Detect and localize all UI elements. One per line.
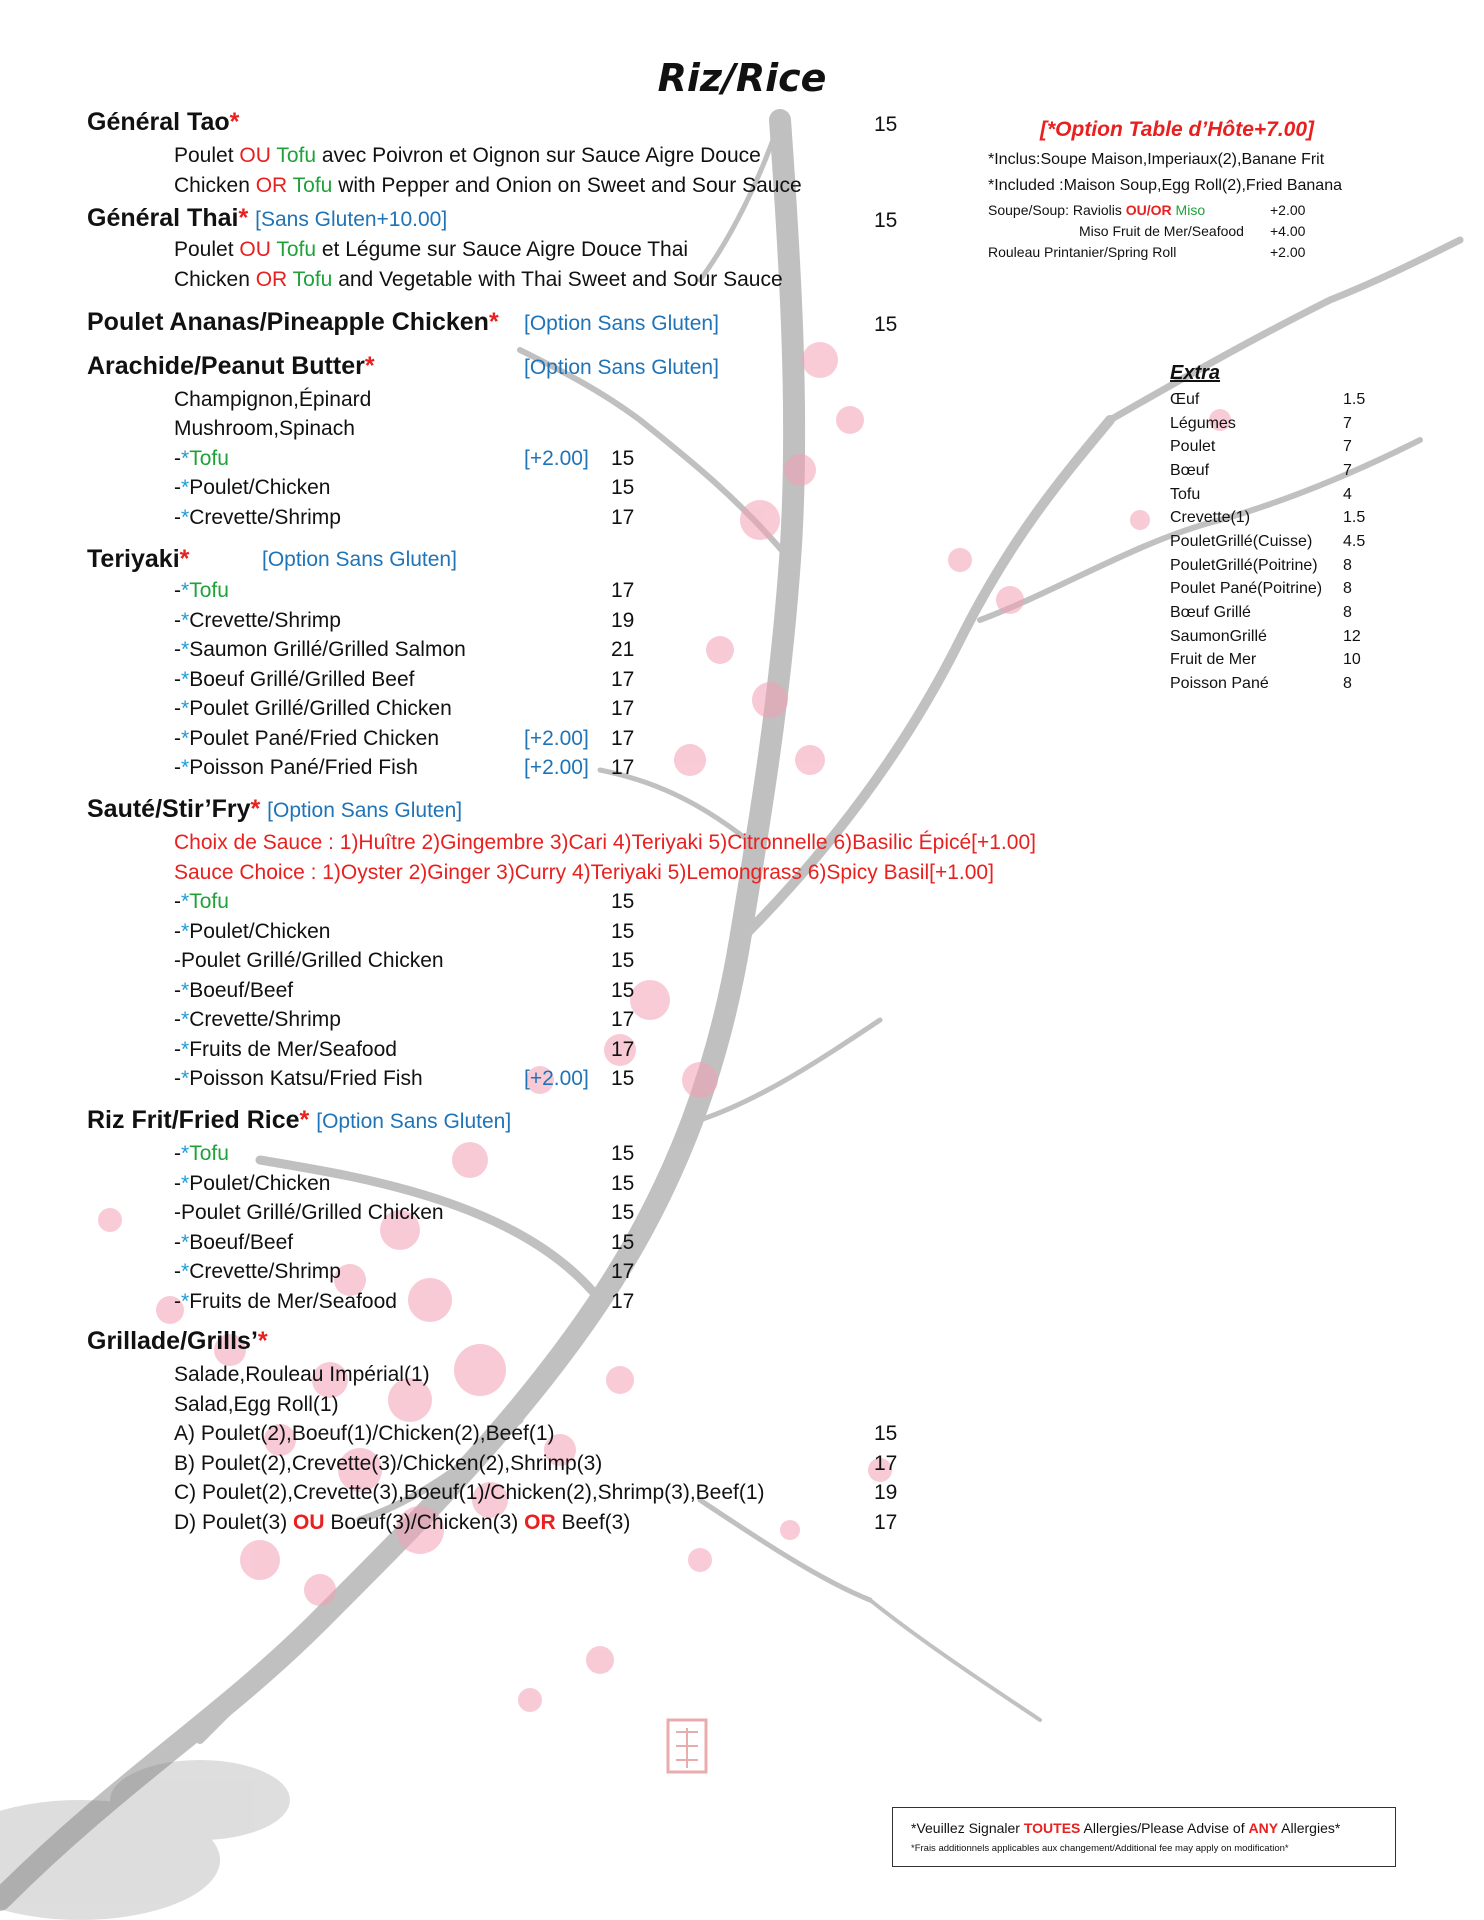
grills-option-c-price: 19 [874, 1481, 898, 1504]
list-item-price: 15 [611, 1201, 635, 1224]
general-tao-heading: Général Tao* [87, 108, 240, 136]
list-item: -*Boeuf Grillé/Grilled Beef [174, 668, 415, 691]
extra-item: Poulet [1170, 438, 1216, 455]
list-item: -*Tofu [174, 447, 229, 470]
grills-option-c: C) Poulet(2),Crevette(3),Boeuf(1)/Chicken(2),Shrimp(3),Beef(1) [174, 1481, 765, 1504]
list-item: -*Poisson Pané/Fried Fish [174, 756, 418, 779]
extra-title: Extra [1170, 362, 1221, 384]
extra-item: Fruit de Mer [1170, 651, 1257, 668]
list-item: -*Fruits de Mer/Seafood [174, 1290, 397, 1313]
list-item-price: 17 [611, 1038, 635, 1061]
list-item-price: 17 [611, 727, 635, 750]
list-item: -*Tofu [174, 579, 229, 602]
grills-option-a-price: 15 [874, 1422, 898, 1445]
list-item: -*Poulet/Chicken [174, 920, 331, 943]
extra-item: Légumes [1170, 415, 1236, 432]
list-item: -*Tofu [174, 1142, 229, 1165]
general-tao-price: 15 [874, 113, 898, 136]
list-item: -*Poulet/Chicken [174, 1172, 331, 1195]
table-hote-spring-price: +2.00 [1270, 244, 1306, 260]
list-item-price: 17 [611, 697, 635, 720]
saute-sauce-en: Sauce Choice : 1)Oyster 2)Ginger 3)Curry 4)Teriyaki 5)Lemongrass 6)Spicy Basil[+1.00] [174, 861, 994, 884]
extra-item: Œuf [1170, 391, 1200, 408]
extra-item: Tofu [1170, 486, 1201, 503]
peanut-heading: Arachide/Peanut Butter* [87, 352, 375, 380]
list-item-price: 15 [611, 1142, 635, 1165]
extra-item: Bœuf [1170, 462, 1210, 479]
list-item-price: 21 [611, 638, 635, 661]
list-item: -*Crevette/Shrimp [174, 1008, 341, 1031]
saute-heading: Sauté/Stir’Fry* [Option Sans Gluten] [87, 795, 463, 823]
list-item: -*Poisson Katsu/Fried Fish [174, 1067, 423, 1090]
list-item-price: 15 [611, 979, 635, 1002]
extra-item-price: 1.5 [1343, 509, 1366, 526]
peanut-desc-en: Mushroom,Spinach [174, 417, 355, 440]
extra-item-price: 7 [1343, 438, 1352, 455]
list-item-price: 17 [611, 756, 635, 779]
list-item: -*Boeuf/Beef [174, 1231, 294, 1254]
extra-item-price: 7 [1343, 462, 1352, 479]
extra-item: Poulet Pané(Poitrine) [1170, 580, 1323, 597]
extra-item-price: 8 [1343, 580, 1352, 597]
extra-item-price: 7 [1343, 415, 1352, 432]
extra-item: PouletGrillé(Poitrine) [1170, 557, 1318, 574]
peanut-option: [Option Sans Gluten] [524, 356, 719, 379]
list-item: -*Crevette/Shrimp [174, 1260, 341, 1283]
extra-item: PouletGrillé(Cuisse) [1170, 533, 1313, 550]
teriyaki-option: [Option Sans Gluten] [262, 548, 457, 571]
extra-item-price: 8 [1343, 557, 1352, 574]
teriyaki-heading: Teriyaki* [87, 545, 190, 573]
extra-item-price: 1.5 [1343, 391, 1366, 408]
grills-option-d-price: 17 [874, 1511, 898, 1534]
general-thai-desc-en: Chicken OR Tofu and Vegetable with Thai Sweet and Sour Sauce [174, 268, 783, 291]
grills-heading: Grillade/Grills’* [87, 1327, 268, 1355]
general-thai-desc-fr: Poulet OU Tofu et Légume sur Sauce Aigre Douce Thai [174, 238, 689, 261]
list-item: -*Boeuf/Beef [174, 979, 294, 1002]
list-item: -Poulet Grillé/Grilled Chicken [174, 949, 444, 972]
saute-sauce-fr: Choix de Sauce : 1)Huître 2)Gingembre 3)Cari 4)Teriyaki 5)Citronnelle 6)Basilic Épicé[+1.00] [174, 831, 1036, 854]
list-item: -*Poulet/Chicken [174, 476, 331, 499]
pineapple-heading: Poulet Ananas/Pineapple Chicken* [87, 308, 499, 336]
list-item-price: 17 [611, 1008, 635, 1031]
list-item: -*Saumon Grillé/Grilled Salmon [174, 638, 466, 661]
fee-notice: *Frais additionnels applicables aux changement/Additional fee may apply on modification* [911, 1843, 1289, 1854]
table-hote-spring: Rouleau Printanier/Spring Roll [988, 244, 1177, 260]
list-item-extra: [+2.00] [524, 727, 589, 750]
pineapple-price: 15 [874, 313, 898, 336]
table-hote-soup: Soupe/Soup: Raviolis OU/OR Miso [988, 202, 1206, 218]
list-item-price: 17 [611, 579, 635, 602]
table-hote-included: *Included :Maison Soup,Egg Roll(2),Fried Banana [988, 177, 1342, 194]
list-item: -Poulet Grillé/Grilled Chicken [174, 1201, 444, 1224]
list-item-price: 15 [611, 1172, 635, 1195]
list-item-price: 15 [611, 920, 635, 943]
list-item-price: 15 [611, 447, 635, 470]
pineapple-option: [Option Sans Gluten] [524, 312, 719, 335]
general-tao-desc-en: Chicken OR Tofu with Pepper and Onion on Sweet and Sour Sauce [174, 174, 802, 197]
general-thai-heading: Général Thai* [Sans Gluten+10.00] [87, 204, 448, 232]
list-item: -*Crevette/Shrimp [174, 506, 341, 529]
extra-item: SaumonGrillé [1170, 628, 1267, 645]
list-item-price: 19 [611, 609, 635, 632]
extra-item: Poisson Pané [1170, 675, 1269, 692]
list-item: -*Fruits de Mer/Seafood [174, 1038, 397, 1061]
list-item-extra: [+2.00] [524, 1067, 589, 1090]
grills-desc-fr: Salade,Rouleau Impérial(1) [174, 1363, 430, 1386]
list-item: -*Tofu [174, 890, 229, 913]
list-item-price: 17 [611, 1290, 635, 1313]
list-item: -*Crevette/Shrimp [174, 609, 341, 632]
list-item-price: 17 [611, 1260, 635, 1283]
table-hote-seafood-price: +4.00 [1270, 223, 1306, 239]
grills-option-b: B) Poulet(2),Crevette(3)/Chicken(2),Shrimp(3) [174, 1452, 603, 1475]
extra-item: Bœuf Grillé [1170, 604, 1251, 621]
page-title: Riz/Rice [657, 56, 827, 100]
list-item: -*Poulet Grillé/Grilled Chicken [174, 697, 452, 720]
list-item: -*Poulet Pané/Fried Chicken [174, 727, 439, 750]
list-item-price: 17 [611, 668, 635, 691]
list-item-price: 15 [611, 949, 635, 972]
grills-option-d: D) Poulet(3) OU Boeuf(3)/Chicken(3) OR Beef(3) [174, 1511, 631, 1534]
general-tao-desc-fr: Poulet OU Tofu avec Poivron et Oignon sur Sauce Aigre Douce [174, 144, 761, 167]
extra-item-price: 12 [1343, 628, 1361, 645]
extra-item-price: 4 [1343, 486, 1352, 503]
allergy-notice-box [892, 1807, 1396, 1867]
grills-desc-en: Salad,Egg Roll(1) [174, 1393, 339, 1416]
table-hote-soup-price: +2.00 [1270, 202, 1306, 218]
list-item-price: 15 [611, 476, 635, 499]
extra-item-price: 8 [1343, 604, 1352, 621]
list-item-price: 15 [611, 1067, 635, 1090]
extra-item-price: 4.5 [1343, 533, 1366, 550]
list-item-price: 17 [611, 506, 635, 529]
table-hote-inclus: *Inclus:Soupe Maison,Imperiaux(2),Banane Frit [988, 151, 1325, 168]
extra-item-price: 10 [1343, 651, 1361, 668]
allergy-notice: *Veuillez Signaler TOUTES Allergies/Please Advise of ANY Allergies* [911, 1820, 1341, 1836]
extra-item: Crevette(1) [1170, 509, 1251, 526]
grills-option-a: A) Poulet(2),Boeuf(1)/Chicken(2),Beef(1) [174, 1422, 555, 1445]
table-hote-seafood: Miso Fruit de Mer/Seafood [1079, 223, 1244, 239]
list-item-price: 15 [611, 890, 635, 913]
extra-item-price: 8 [1343, 675, 1352, 692]
fried-rice-heading: Riz Frit/Fried Rice* [Option Sans Gluten] [87, 1106, 512, 1134]
list-item-price: 15 [611, 1231, 635, 1254]
list-item-extra: [+2.00] [524, 756, 589, 779]
grills-option-b-price: 17 [874, 1452, 898, 1475]
general-thai-price: 15 [874, 209, 898, 232]
list-item-extra: [+2.00] [524, 447, 589, 470]
peanut-desc-fr: Champignon,Épinard [174, 388, 372, 411]
table-hote-title: [*Option Table d’Hôte+7.00] [1040, 118, 1315, 141]
